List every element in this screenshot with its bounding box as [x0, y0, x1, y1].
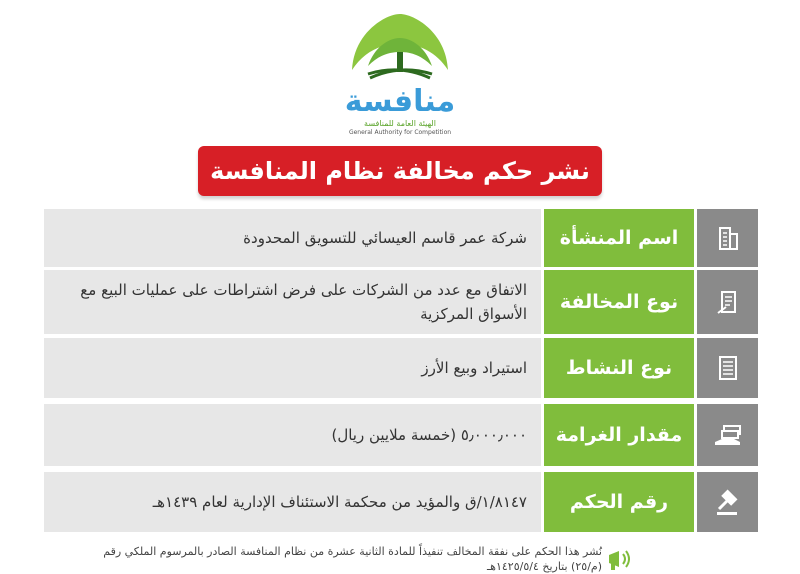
logo-subtitle-english: General Authority for Competition — [348, 129, 452, 136]
authority-logo — [330, 8, 470, 136]
activity-type-value: استيراد وبيع الأرز — [44, 338, 541, 398]
palm-swords-emblem-icon — [340, 8, 460, 88]
ruling-number-label: رقم الحكم — [544, 472, 694, 532]
info-row-establishment — [44, 209, 758, 267]
info-row-activity-type — [44, 338, 758, 398]
document-pen-icon — [697, 270, 758, 334]
info-row-fine-amount — [44, 404, 758, 466]
list-document-icon — [697, 338, 758, 398]
establishment-value: شركة عمر قاسم العيسائي للتسويق المحدودة — [44, 209, 541, 267]
establishment-label: اسم المنشأة — [544, 209, 694, 267]
info-row-violation-type — [44, 270, 758, 334]
activity-type-label: نوع النشاط — [544, 338, 694, 398]
logo-name: منافسة — [344, 84, 456, 119]
page-title: نشر حكم مخالفة نظام المنافسة — [198, 146, 602, 196]
violation-type-label: نوع المخالفة — [544, 270, 694, 334]
info-row-ruling-number — [44, 472, 758, 532]
fine-amount-label: مقدار الغرامة — [544, 404, 694, 466]
building-icon — [697, 209, 758, 267]
footer-note: نُشر هذا الحكم على نفقة المخالف تنفيذاً للمادة الثانية عشرة من نظام المنافسة الصادر بالمرسوم الملكي رقم (م/٢٥) بتاريخ ١٤٢٥/٥/٤هـ — [103, 545, 602, 573]
gavel-icon — [697, 472, 758, 532]
money-hand-icon — [697, 404, 758, 466]
violation-type-value: الاتفاق مع عدد من الشركات على فرض اشتراطات على عمليات البيع مع الأسواق المركزية — [44, 270, 541, 334]
logo-subtitle-arabic: الهيئة العامة للمنافسة — [364, 119, 436, 128]
fine-amount-value: ٥٫٠٠٠٫٠٠٠ (خمسة ملايين ريال) — [44, 404, 541, 466]
ruling-number-value: ١/٨١٤٧/ق والمؤيد من محكمة الاستئناف الإدارية لعام ١٤٣٩هـ — [44, 472, 541, 532]
megaphone-icon — [605, 545, 635, 573]
